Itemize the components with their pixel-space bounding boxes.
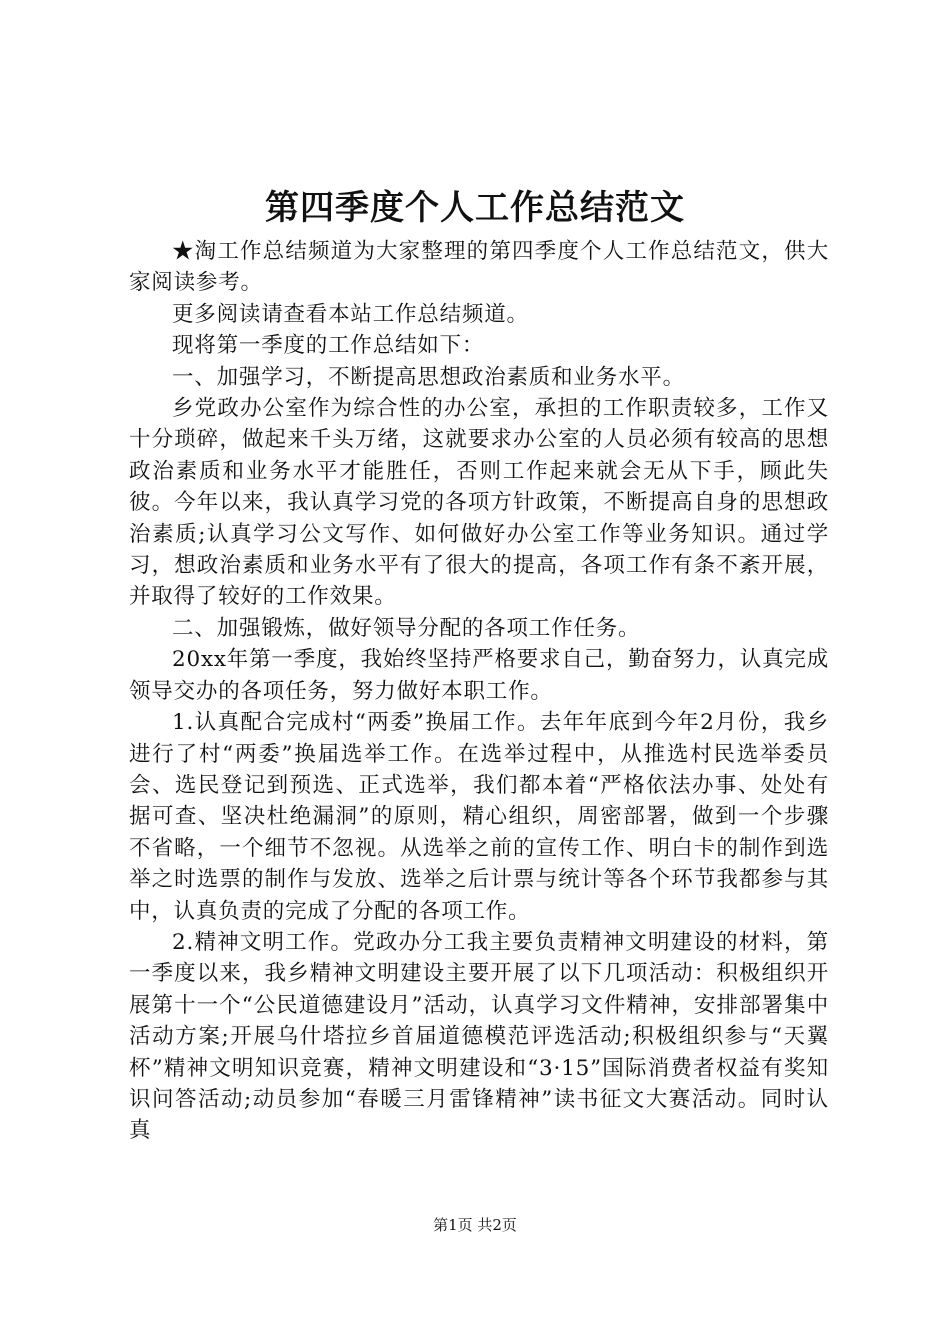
paragraph-election-work: 1.认真配合完成村“两委”换届工作。去年年底到今年2月份，我乡进行了村“两委”换届选举工作。在选举过程中，从推选村民选举委员会、选民登记到预选、正式选举，我们都本着“严格依法办事、处处有据可查、坚决杜绝漏洞”的原则，精心组织，周密部署，做到一个步骤不省略，一个细节不忽视。从选举之前的宣传工作、明白卡的制作到选举之时选票的制作与发放、选举之后计票与统计等各个环节我都参与其中，认真负责的完成了分配的各项工作。 bbox=[129, 710, 829, 924]
paragraph-study: 乡党政办公室作为综合性的办公室，承担的工作职责较多，工作又十分琐碎，做起来千头万绪，这就要求办公室的人员必须有较高的思想政治素质和业务水平才能胜任，否则工作起来就会无从下手，顾此失彼。今年以来，我认真学习党的各项方针政策，不断提高自身的思想政治素质;认真学习公文写作、如何做好办公室工作等业务知识。通过学习，想政治素质和业务水平有了很大的提高，各项工作有条不紊开展，并取得了较好的工作效果。 bbox=[129, 396, 829, 610]
page-title: 第四季度个人工作总结范文 bbox=[265, 188, 685, 228]
paragraph-intro: ★淘工作总结频道为大家整理的第四季度个人工作总结范文，供大家阅读参考。 bbox=[129, 239, 829, 296]
paragraph-summary-lead: 现将第一季度的工作总结如下： bbox=[172, 333, 485, 359]
document-body bbox=[129, 236, 829, 1147]
section-heading-2: 二、加强锻炼，做好领导分配的各项工作任务。 bbox=[172, 615, 641, 641]
page-footer: 第1页 共2页 bbox=[433, 1216, 517, 1234]
paragraph-civilization-work: 2.精神文明工作。党政办分工我主要负责精神文明建设的材料，第一季度以来，我乡精神文明建设主要开展了以下几项活动：积极组织开展第十一个“公民道德建设月”活动，认真学习文件精神，安排部署集中活动方案;开展乌什塔拉乡首届道德模范评选活动;积极组织参与“天翼杯”精神文明知识竞赛，精神文明建设和“3·15”国际消费者权益有奖知识问答活动;动员参加“春暖三月雷锋精神”读书征文大赛活动。同时认真 bbox=[129, 929, 829, 1144]
paragraph-first-quarter: 20xx年第一季度，我始终坚持严格要求自己，勤奋努力，认真完成领导交办的各项任务，努力做好本职工作。 bbox=[129, 647, 829, 704]
section-heading-1: 一、加强学习，不断提高思想政治素质和业务水平。 bbox=[172, 364, 685, 390]
paragraph-more-reading: 更多阅读请查看本站工作总结频道。 bbox=[172, 301, 529, 327]
